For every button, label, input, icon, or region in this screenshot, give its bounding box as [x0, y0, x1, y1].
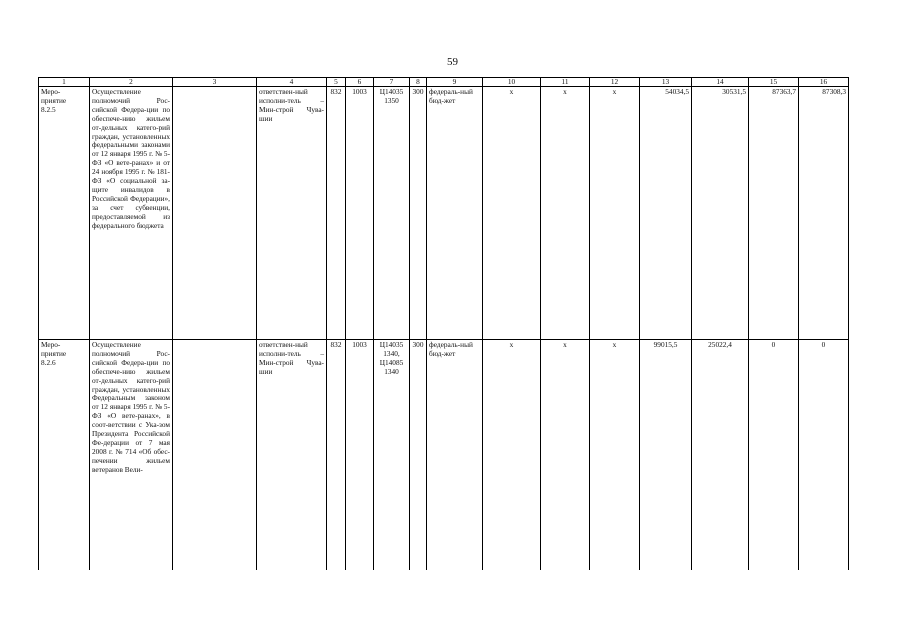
- column-header: 5: [327, 78, 346, 87]
- value-cell: 0: [799, 340, 849, 571]
- budget-table: [38, 77, 849, 570]
- value-cell: x: [483, 340, 541, 571]
- grbs-code: 832: [327, 340, 346, 571]
- funding-source: федераль-ный бюд-жет: [427, 87, 483, 340]
- value-cell: 87363,7: [749, 87, 799, 340]
- expense-type-code: 300: [410, 340, 427, 571]
- column-header: 16: [799, 78, 849, 87]
- table-row: [39, 340, 849, 571]
- column-header: 4: [257, 78, 327, 87]
- table-row: [39, 87, 849, 340]
- column-header: 9: [427, 78, 483, 87]
- expense-type-code: 300: [410, 87, 427, 340]
- header-row: [39, 78, 849, 87]
- empty-cell: [173, 340, 257, 571]
- value-cell: 87308,3: [799, 87, 849, 340]
- value-cell: x: [590, 340, 640, 571]
- value-cell: x: [483, 87, 541, 340]
- page-number: 59: [447, 56, 458, 68]
- section-code: 1003: [346, 340, 374, 571]
- column-header: 8: [410, 78, 427, 87]
- responsible-executor: ответствен-ный исполни-тель – Мин-строй Чува-шии: [257, 340, 327, 571]
- activity-description: Осуществление полномочий Рос-сийской Федера-ции по обеспече-нию жильем от-дельных катего-рий граждан, установленных Федеральным законом от 12 января 1995 г. № 5-ФЗ «О вете-ранах», в соот-ветствии с Ука-зом Президента Российской Фе-дерации от 7 мая 2008 г. № 714 «Об обес-печении жильем ветеранов Вели-: [90, 340, 173, 571]
- activity-number: Меро- приятие 8.2.6: [39, 340, 90, 571]
- column-header: 14: [692, 78, 749, 87]
- column-header: 1: [39, 78, 90, 87]
- value-cell: 99015,5: [640, 340, 692, 571]
- value-cell: x: [541, 340, 590, 571]
- value-cell: x: [590, 87, 640, 340]
- column-header: 10: [483, 78, 541, 87]
- value-cell: x: [541, 87, 590, 340]
- activity-description: Осуществление полномочий Рос-сийской Федера-ции по обеспече-нию жильем от-дельных катего-рий граждан, установленных федеральными законами от 12 января 1995 г. № 5-ФЗ «О вете-ранах» и от 24 ноября 1995 г. № 181-ФЗ «О социальной за-щите инвалидов в Российской Федерации», за счет субвенции, предоставляемой из федерального бюджета: [90, 87, 173, 340]
- grbs-code: 832: [327, 87, 346, 340]
- column-header: 12: [590, 78, 640, 87]
- section-code: 1003: [346, 87, 374, 340]
- column-header: 6: [346, 78, 374, 87]
- column-header: 11: [541, 78, 590, 87]
- column-header: 13: [640, 78, 692, 87]
- empty-cell: [173, 87, 257, 340]
- value-cell: 54034,5: [640, 87, 692, 340]
- column-header: 15: [749, 78, 799, 87]
- value-cell: 0: [749, 340, 799, 571]
- responsible-executor: ответствен-ный исполни-тель – Мин-строй Чува-шии: [257, 87, 327, 340]
- target-article-code: Ц14035 1350: [374, 87, 410, 340]
- column-header: 2: [90, 78, 173, 87]
- funding-source: федераль-ный бюд-жет: [427, 340, 483, 571]
- activity-number: Меро- приятие 8.2.5: [39, 87, 90, 340]
- value-cell: 30531,5: [692, 87, 749, 340]
- value-cell: 25022,4: [692, 340, 749, 571]
- column-header: 7: [374, 78, 410, 87]
- target-article-code: Ц14035 1340, Ц14085 1340: [374, 340, 410, 571]
- column-header: 3: [173, 78, 257, 87]
